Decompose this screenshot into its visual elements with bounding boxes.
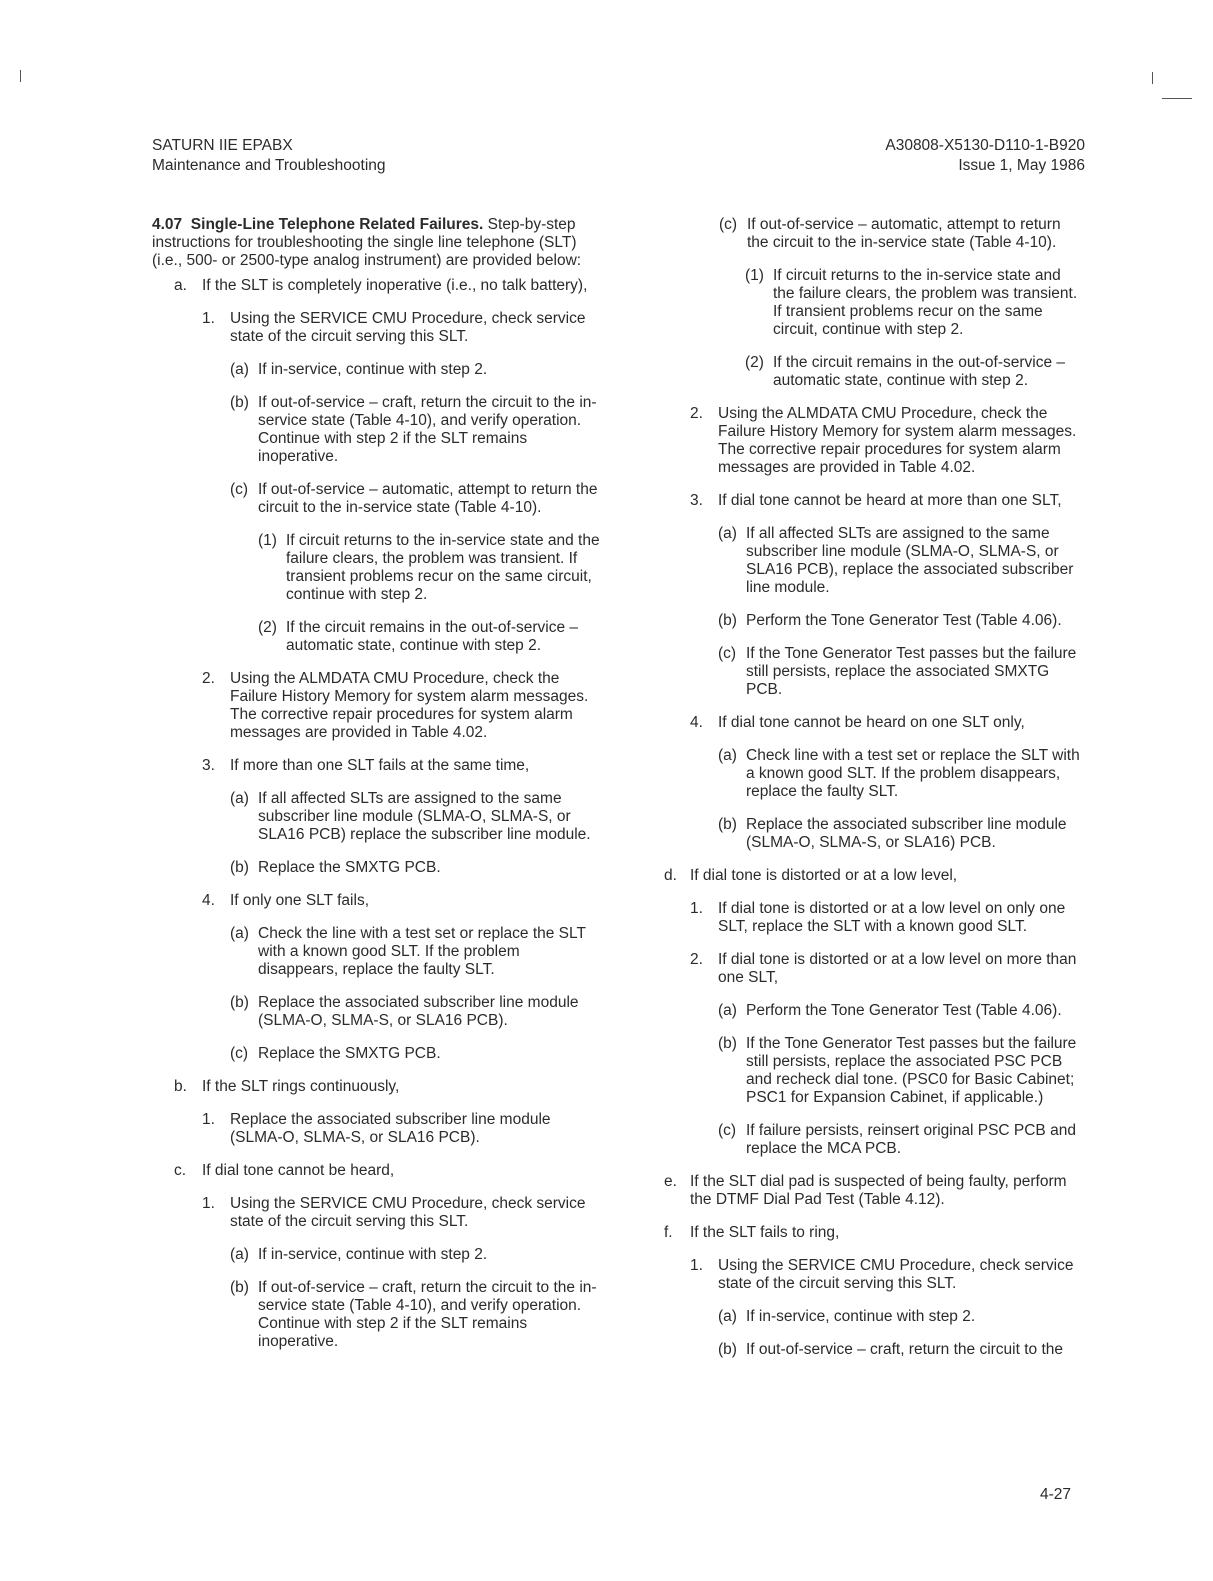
step-a-4-a: (a) Check the line with a test set or replace the SLT with a known good SLT. If the problem disappears, replace the faulty SLT.: [230, 925, 586, 978]
step-d-2-a: (a) Perform the Tone Generator Test (Table 4.06).: [718, 1002, 1062, 1019]
step-c-3-a: (a) If all affected SLTs are assigned to the same subscriber line module (SLMA-O, SLMA-S, or SLA16 PCB), replace the associated subscriber line module.: [718, 525, 1074, 596]
section-title: Single-Line Telephone Related Failures.: [190, 216, 484, 233]
step-d-1: 1. If dial tone is distorted or at a low level on only one SLT, replace the SLT with a known good SLT.: [690, 900, 1066, 935]
product-name: SATURN IIE EPABX: [152, 137, 293, 154]
step-c-1-a: (a) If in-service, continue with step 2.: [230, 1246, 488, 1263]
step-c-2: 2. Using the ALMDATA CMU Procedure, check the Failure History Memory for system alarm messages. The corrective repair procedures for system alarm messages are provided in Table 4.02.: [690, 405, 1077, 476]
step-a-1-c: (c) If out-of-service – automatic, attempt to return the circuit to the in-service state (Table 4-10).: [230, 481, 598, 516]
step-f-1: 1. Using the SERVICE CMU Procedure, check service state of the circuit serving this SLT.: [690, 1257, 1074, 1292]
step-a-4-c: (c) Replace the SMXTG PCB.: [230, 1045, 441, 1062]
page-header-left: [152, 136, 386, 176]
step-a-1-c-2: (2) If the circuit remains in the out-of-service – automatic state, continue with step 2.: [258, 619, 579, 654]
step-c: c. If dial tone cannot be heard,: [174, 1162, 395, 1179]
step-c-4-b: (b) Replace the associated subscriber line module (SLMA-O, SLMA-S, or SLA16) PCB.: [718, 816, 1067, 851]
scan-speck: [20, 70, 21, 82]
section-name: Maintenance and Troubleshooting: [152, 157, 386, 174]
step-a-4-b: (b) Replace the associated subscriber line module (SLMA-O, SLMA-S, or SLA16 PCB).: [230, 994, 579, 1029]
step-c-1: 1. Using the SERVICE CMU Procedure, check service state of the circuit serving this SLT.: [202, 1195, 586, 1230]
step-a-3: 3. If more than one SLT fails at the same time,: [202, 757, 530, 774]
step-a: a. If the SLT is completely inoperative (i.e., no talk battery),: [174, 277, 588, 294]
step-a-1-c-1: (1) If circuit returns to the in-service state and the failure clears, the problem was transient. If transient problems recur on the same circuit, continue with step 2.: [258, 532, 600, 603]
scan-speck: [1162, 98, 1192, 99]
step-b-1: 1. Replace the associated subscriber line module (SLMA-O, SLMA-S, or SLA16 PCB).: [202, 1111, 551, 1146]
step-c-1-c: (c) If out-of-service – automatic, attempt to return the circuit to the in-service state (Table 4-10).: [719, 216, 1061, 251]
step-f-1-a: (a) If in-service, continue with step 2.: [718, 1308, 976, 1325]
step-c-3-c: (c) If the Tone Generator Test passes but the failure still persists, replace the associated SMXTG PCB.: [718, 645, 1077, 698]
step-a-3-b: (b) Replace the SMXTG PCB.: [230, 859, 441, 876]
step-a-4: 4. If only one SLT fails,: [202, 892, 370, 909]
step-a-3-a: (a) If all affected SLTs are assigned to the same subscriber line module (SLMA-O, SLMA-S, or SLA16 PCB) replace the subscriber line module.: [230, 790, 591, 843]
page-header-right: [885, 136, 1085, 176]
scan-speck: [1152, 72, 1153, 84]
step-e: e. If the SLT dial pad is suspected of being faulty, perform the DTMF Dial Pad Test (Table 4.12).: [664, 1173, 1067, 1208]
step-f-1-b: (b) If out-of-service – craft, return the circuit to the: [718, 1341, 1064, 1358]
step-c-3: 3. If dial tone cannot be heard at more than one SLT,: [690, 492, 1062, 509]
issue-date: Issue 1, May 1986: [958, 157, 1085, 174]
step-a-1-a: (a) If in-service, continue with step 2.: [230, 361, 488, 378]
step-a-2: 2. Using the ALMDATA CMU Procedure, check the Failure History Memory for system alarm messages. The corrective repair procedures for system alarm messages are provided in Table 4.02.: [202, 670, 589, 741]
step-c-1-b: (b) If out-of-service – craft, return the circuit to the in-service state (Table 4-10), and verify operation. Continue with step 2 if the SLT remains inoperative.: [230, 1279, 597, 1350]
step-b: b. If the SLT rings continuously,: [174, 1078, 400, 1095]
step-c-3-b: (b) Perform the Tone Generator Test (Table 4.06).: [718, 612, 1062, 629]
section-number: 4.07: [152, 216, 183, 233]
step-c-4-a: (a) Check line with a test set or replace the SLT with a known good SLT. If the problem disappears, replace the faulty SLT.: [718, 747, 1080, 800]
step-d-2: 2. If dial tone is distorted or at a low level on more than one SLT,: [690, 951, 1077, 986]
step-d: d. If dial tone is distorted or at a low level,: [664, 867, 958, 884]
step-d-2-b: (b) If the Tone Generator Test passes but the failure still persists, replace the associated PSC PCB and recheck dial tone. (PSC0 for Basic Cabinet; PSC1 for Expansion Cabinet, if applicable.): [718, 1035, 1077, 1106]
step-c-1-c-1: (1) If circuit returns to the in-service state and the failure clears, the problem was transient. If transient problems recur on the same circuit, continue with step 2.: [745, 267, 1078, 338]
right-column: [622, 216, 1084, 1359]
left-column: [152, 216, 602, 1351]
section-heading: [152, 216, 602, 270]
step-d-2-c: (c) If failure persists, reinsert original PSC PCB and replace the MCA PCB.: [718, 1122, 1076, 1157]
step-f: f. If the SLT fails to ring,: [664, 1224, 840, 1241]
page-number: 4-27: [1040, 1486, 1072, 1503]
step-a-1-b: (b) If out-of-service – craft, return the circuit to the in-service state (Table 4-10), and verify operation. Continue with step 2 if the SLT remains inoperative.: [230, 394, 597, 465]
step-a-1: 1. Using the SERVICE CMU Procedure, check service state of the circuit serving this SLT.: [202, 310, 586, 345]
section-intro: Step-by-step instructions for troubleshooting the single line telephone (SLT) (i.e., 500- or 2500-type analog instrument) are provided below:: [152, 216, 582, 269]
step-c-1-c-2: (2) If the circuit remains in the out-of-service – automatic state, continue with step 2.: [745, 354, 1066, 389]
step-c-4: 4. If dial tone cannot be heard on one SLT only,: [690, 714, 1025, 731]
document-number: A30808-X5130-D110-1-B920: [885, 137, 1085, 154]
